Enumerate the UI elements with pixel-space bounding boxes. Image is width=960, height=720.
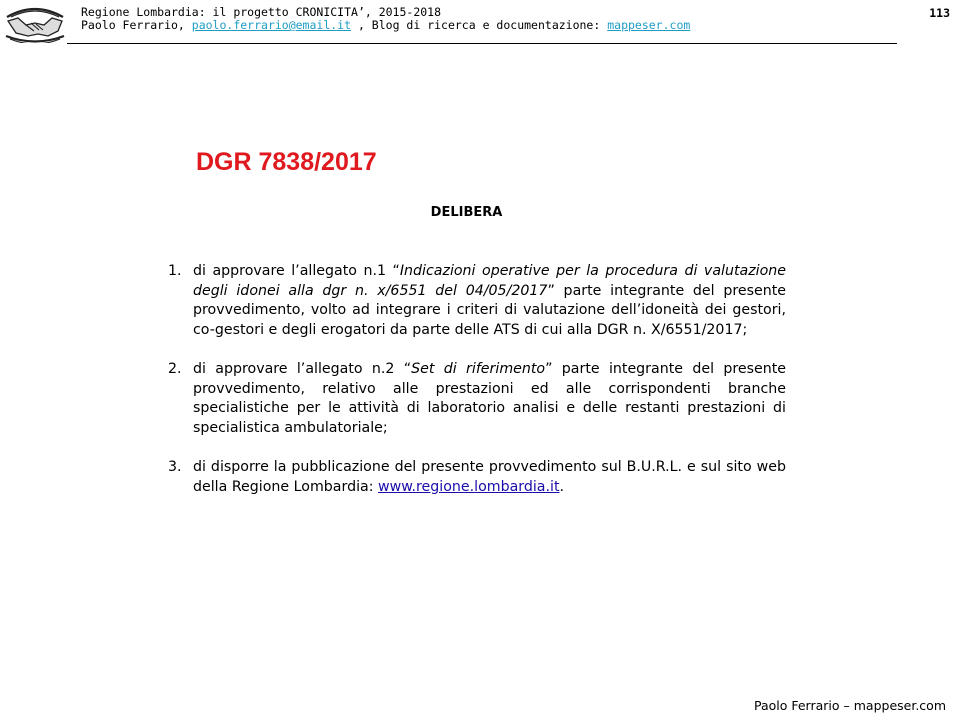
item-number: 2. bbox=[168, 360, 182, 377]
item-emphasis: Indicazioni operative per la procedura di valutazione degli idonei alla dgr n. x/6551 del 04/05/2017 bbox=[193, 263, 787, 299]
item-text: ” parte integrante del presente provvedimento, volto ad integrare i criteri di valutazione dell’idoneità dei gestori, co-gestori e degli erogatori da parte delle ATS di cui alla DGR n. X/6551/2017; bbox=[193, 282, 786, 338]
regione-link[interactable]: www.regione.lombardia.it bbox=[378, 478, 560, 495]
item-number: 1. bbox=[168, 263, 182, 279]
header-author: Paolo Ferrario, bbox=[81, 18, 192, 32]
handshake-logo-icon bbox=[4, 3, 66, 43]
item-text: di approvare l’allegato n.1 “ bbox=[193, 263, 400, 279]
document-title: DGR 7838/2017 bbox=[196, 148, 377, 176]
section-heading: DELIBERA bbox=[430, 205, 503, 220]
resolution-list bbox=[168, 262, 786, 517]
item-text: ” parte integrante del presente provvedimento, relativo alle prestazioni ed alle corrispondenti branche specialistiche per le attività di laboratorio analisi e delle restanti prestazioni di specialistica ambulatoriale; bbox=[193, 360, 787, 436]
item-emphasis: Set di riferimento bbox=[411, 360, 546, 377]
header-credits bbox=[81, 19, 690, 32]
header-blog-label: , Blog di ricerca e documentazione: bbox=[351, 18, 608, 32]
slide-header bbox=[81, 6, 690, 32]
header-divider bbox=[67, 43, 897, 44]
page-number: 113 bbox=[929, 6, 950, 20]
list-item bbox=[168, 262, 786, 340]
email-link[interactable]: paolo.ferrario@email.it bbox=[191, 18, 352, 32]
list-item bbox=[168, 360, 786, 438]
header-title: Regione Lombardia: il progetto CRONICITA’, 2015-2018 bbox=[81, 5, 442, 19]
site-link[interactable]: mappeser.com bbox=[607, 18, 691, 32]
footer-credit: Paolo Ferrario – mappeser.com bbox=[753, 698, 946, 713]
item-text: di approvare l’allegato n.2 “ bbox=[193, 360, 412, 377]
list-item bbox=[168, 458, 786, 497]
item-text: . bbox=[559, 478, 565, 495]
item-text: di disporre la pubblicazione del presente provvedimento sul B.U.R.L. e sul sito web della Regione Lombardia: bbox=[193, 458, 786, 495]
item-number: 3. bbox=[168, 458, 182, 475]
